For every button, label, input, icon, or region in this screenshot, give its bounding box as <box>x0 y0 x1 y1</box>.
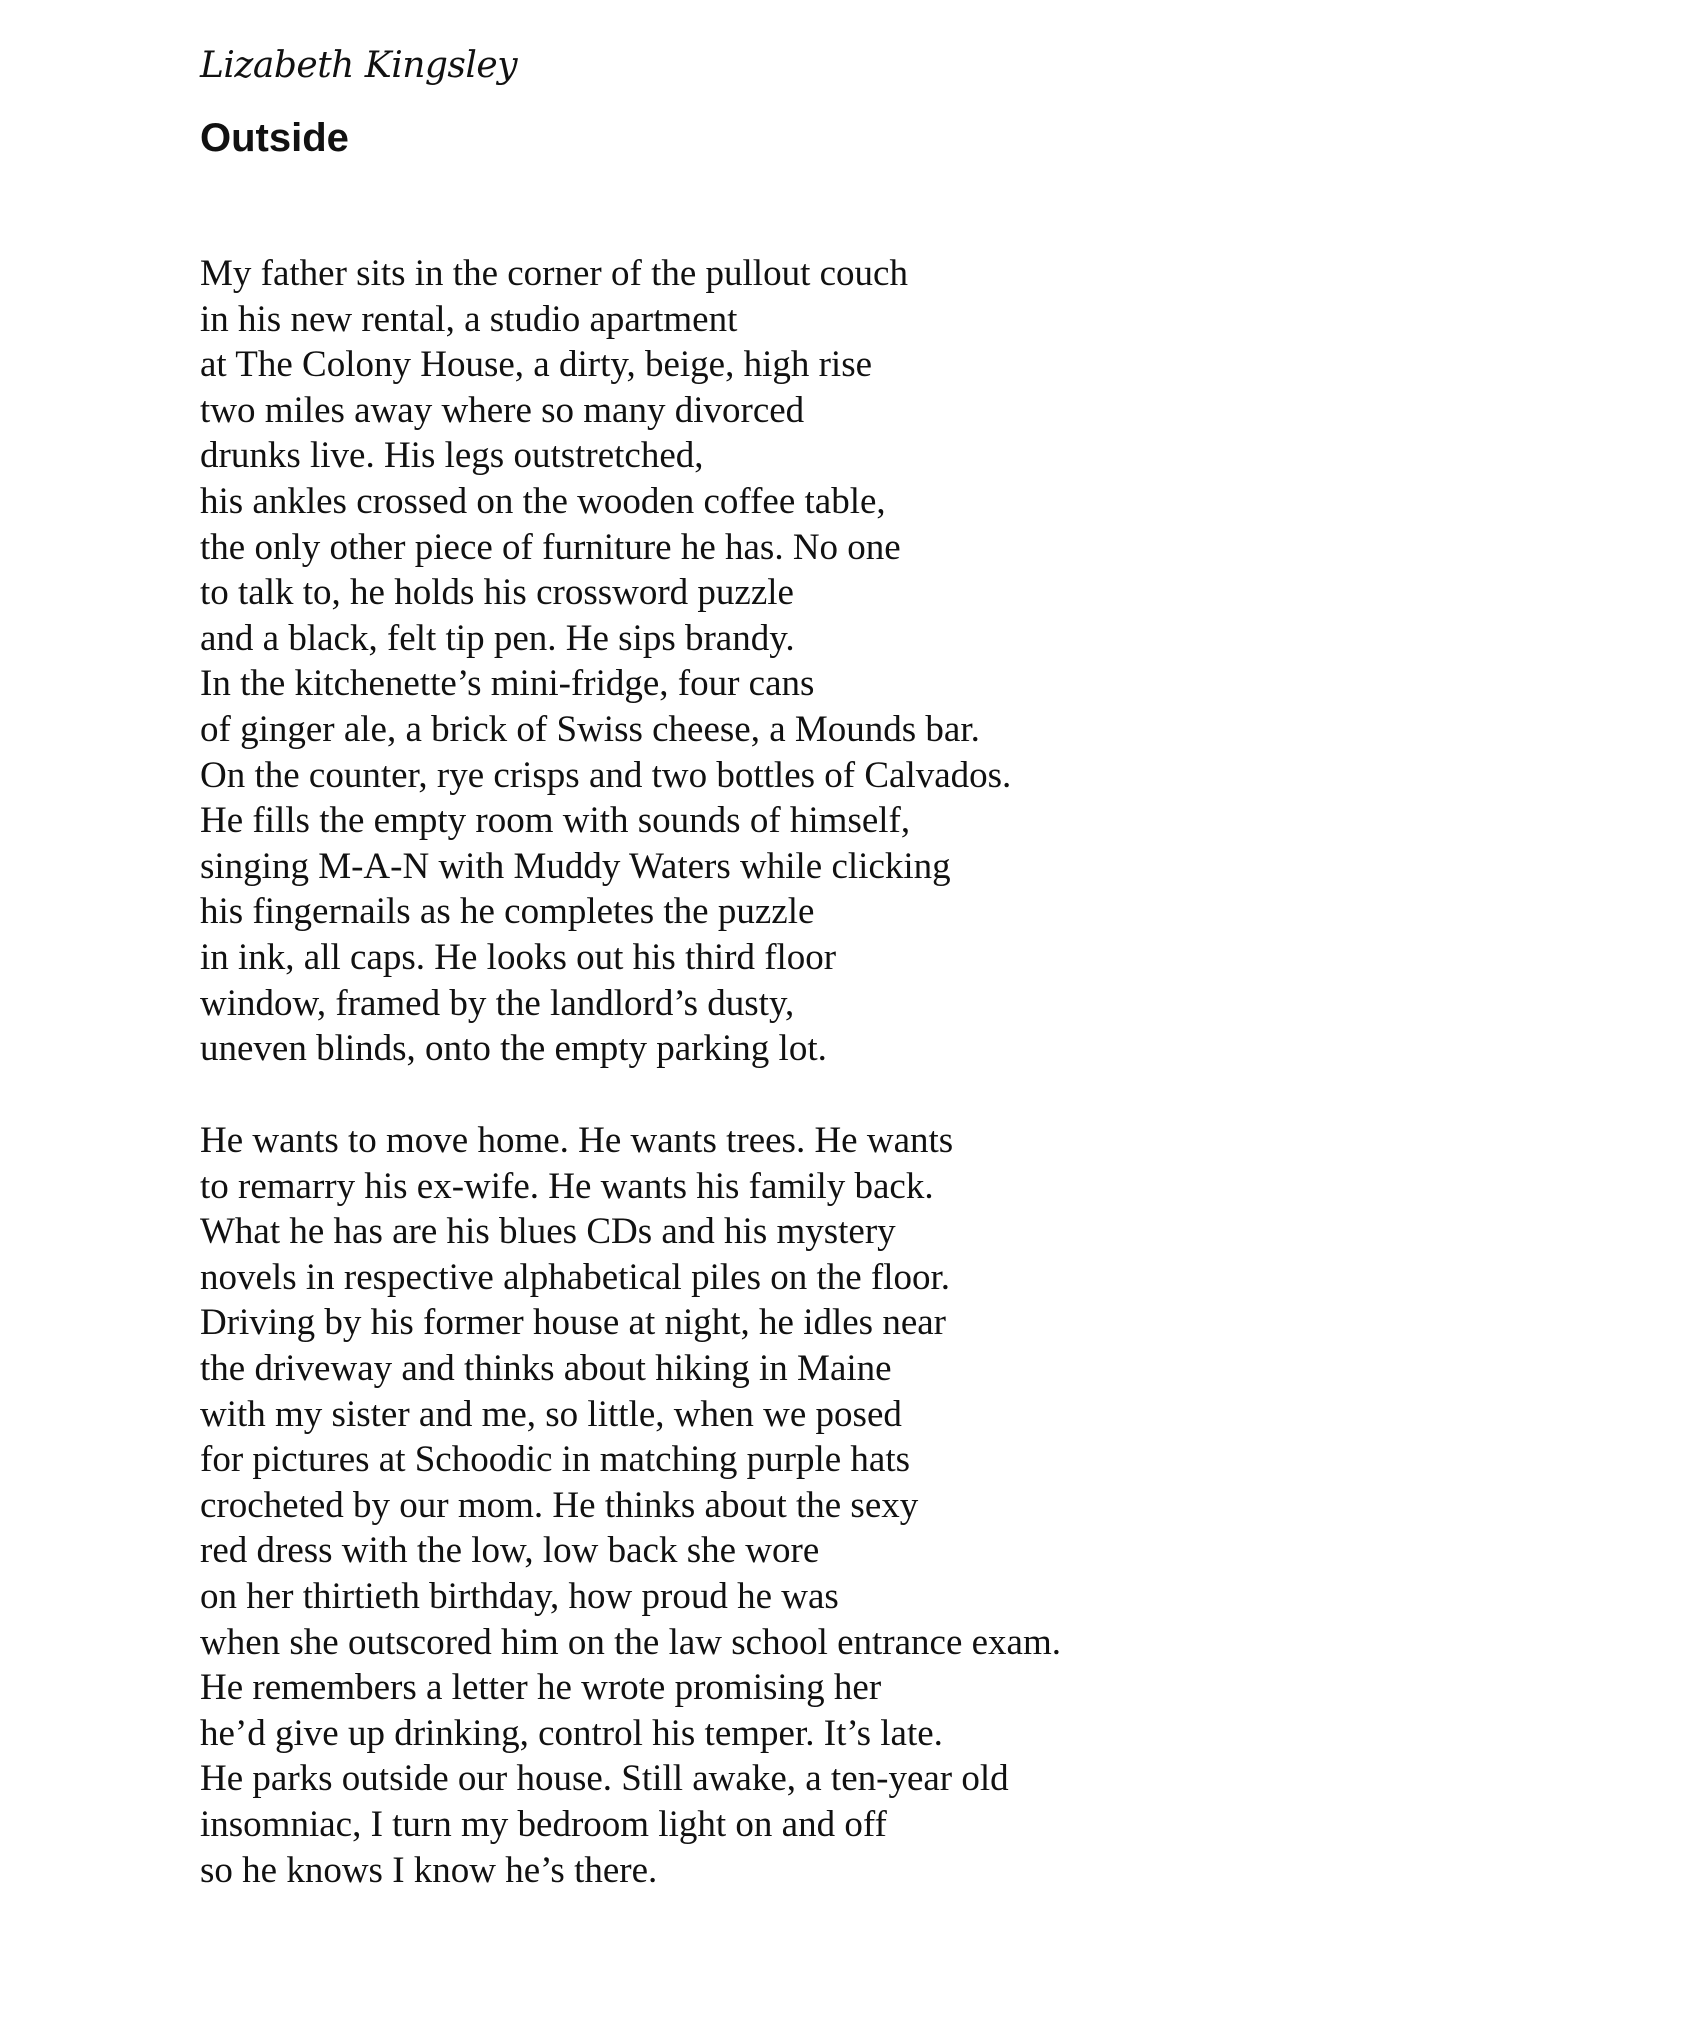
poem-line: He parks outside our house. Still awake, a ten-year old <box>200 1758 1009 1800</box>
poem-line: in ink, all caps. He looks out his third floor <box>200 936 837 978</box>
poem-title: Outside <box>200 116 349 160</box>
poem-line: window, framed by the landlord’s dusty, <box>200 982 795 1024</box>
poem-line: of ginger ale, a brick of Swiss cheese, a Mounds bar. <box>200 708 980 750</box>
poem-line: in his new rental, a studio apartment <box>200 298 738 340</box>
poem-line: insomniac, I turn my bedroom light on and off <box>200 1803 887 1845</box>
poem-line: when she outscored him on the law school entrance exam. <box>200 1621 1062 1663</box>
poem-line: On the counter, rye crisps and two bottles of Calvados. <box>200 754 1012 796</box>
poem-line: singing M-A-N with Muddy Waters while clicking <box>200 845 951 887</box>
poem-line: with my sister and me, so little, when we posed <box>200 1393 902 1435</box>
poem-line: red dress with the low, low back she wore <box>200 1530 820 1572</box>
poem-line: at The Colony House, a dirty, beige, high rise <box>200 344 873 386</box>
poem-line: his ankles crossed on the wooden coffee table, <box>200 480 886 522</box>
poem-line: He wants to move home. He wants trees. He wants <box>200 1120 954 1161</box>
stanza-2 <box>200 1118 1061 1893</box>
poem-line: the only other piece of furniture he has. No one <box>200 526 901 568</box>
poem-line: on her thirtieth birthday, how proud he was <box>200 1575 839 1617</box>
poem-line: for pictures at Schoodic in matching purple hats <box>200 1439 911 1481</box>
poem-line: uneven blinds, onto the empty parking lot. <box>200 1028 827 1070</box>
poem-line: crocheted by our mom. He thinks about the sexy <box>200 1484 919 1526</box>
poem-line: the driveway and thinks about hiking in Maine <box>200 1347 892 1389</box>
poem-line: drunks live. His legs outstretched, <box>200 435 704 477</box>
poem-line: My father sits in the corner of the pullout couch <box>200 253 908 294</box>
stanza-1 <box>200 251 1011 1072</box>
poem-line: his fingernails as he completes the puzzle <box>200 891 815 933</box>
poem-line: He remembers a letter he wrote promising her <box>200 1667 882 1709</box>
poem-line: and a black, felt tip pen. He sips brandy. <box>200 617 795 659</box>
poem-line: What he has are his blues CDs and his mystery <box>200 1211 896 1253</box>
author-name: Lizabeth Kingsley <box>200 45 518 86</box>
poem-line: novels in respective alphabetical piles on the floor. <box>200 1256 951 1298</box>
poem-line: He fills the empty room with sounds of himself, <box>200 800 911 842</box>
poem-line: to talk to, he holds his crossword puzzle <box>200 572 794 614</box>
poem-line: In the kitchenette’s mini-fridge, four cans <box>200 663 815 705</box>
poem-line: to remarry his ex-wife. He wants his family back. <box>200 1165 934 1207</box>
poem-line: so he knows I know he’s there. <box>200 1849 658 1891</box>
poem-line: two miles away where so many divorced <box>200 389 805 431</box>
poem-line: he’d give up drinking, control his temper. It’s late. <box>200 1712 943 1754</box>
poem-line: Driving by his former house at night, he idles near <box>200 1302 946 1344</box>
